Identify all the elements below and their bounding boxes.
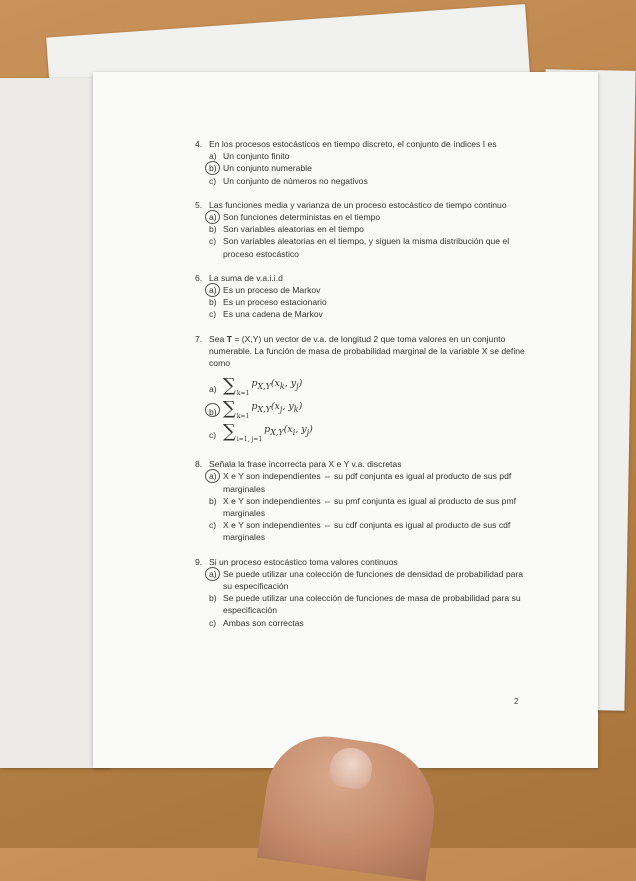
formula bbox=[223, 397, 303, 423]
option-letter: b) bbox=[209, 224, 217, 235]
option-letter: a) bbox=[209, 568, 223, 592]
formula-sub: k bbox=[279, 381, 285, 391]
option-letter: b) bbox=[209, 495, 217, 506]
formula-arg: , y bbox=[295, 423, 307, 435]
question-text-prefix: Sea bbox=[209, 333, 227, 344]
option-letter: a) bbox=[209, 383, 217, 394]
option-a-circled bbox=[209, 470, 525, 494]
question-text: Si un proceso estocástico toma valores continuos bbox=[209, 556, 398, 567]
question-4 bbox=[195, 138, 525, 187]
sum-index: k=1 bbox=[236, 412, 250, 420]
option-text: Un conjunto finito bbox=[223, 151, 290, 162]
option-text: Son funciones deterministas en el tiempo bbox=[223, 212, 381, 223]
question-7 bbox=[195, 333, 525, 447]
option-letter: c) bbox=[209, 429, 217, 440]
question-text-suffix: = (X,Y) un vector de v.a. de longitud 2 que toma valores en un conjunto numerable. La función de masa de probabilidad marginal de la variable X se define como bbox=[209, 333, 525, 369]
formula-p: p bbox=[264, 423, 271, 435]
sum-index: i=1, j=1 bbox=[236, 435, 263, 443]
option-letter: c) bbox=[209, 617, 217, 628]
option-letter: a) bbox=[209, 211, 223, 223]
option-text: Son variables aleatorias en el tiempo bbox=[223, 224, 364, 235]
option-text: Se puede utilizar una colección de funciones de masa de probabilidad para su especificación bbox=[223, 593, 521, 616]
option-letter: b) bbox=[209, 593, 217, 604]
option-b-circled bbox=[209, 397, 525, 423]
option-text: Un conjunto numerable bbox=[223, 163, 312, 174]
question-text bbox=[209, 333, 525, 370]
option-text: Es una cadena de Markov bbox=[223, 309, 323, 320]
formula bbox=[223, 374, 303, 400]
sum-index: k=1 bbox=[236, 389, 250, 397]
option-letter: b) bbox=[209, 406, 223, 418]
question-text: Las funciones media y varianza de un proceso estocástico de tiempo continuo bbox=[209, 199, 507, 210]
question-text: La suma de v.a.i.i.d bbox=[209, 272, 283, 283]
option-c bbox=[209, 617, 525, 629]
formula-sub: j bbox=[279, 404, 283, 414]
formula bbox=[223, 420, 313, 446]
formula-sub: k bbox=[293, 404, 299, 414]
option-text: Se puede utilizar una colección de funciones de densidad de probabilidad para su especificación bbox=[223, 568, 524, 592]
option-letter: a) bbox=[209, 151, 217, 162]
question-number: 9. bbox=[195, 556, 203, 567]
option-letter: a) bbox=[209, 284, 223, 296]
formula-arg: , y bbox=[284, 377, 297, 389]
option-b bbox=[209, 592, 525, 616]
option-letter: c) bbox=[209, 309, 217, 320]
option-letter: c) bbox=[209, 236, 217, 247]
option-b bbox=[209, 223, 525, 235]
formula-sub: X,Y bbox=[257, 381, 271, 391]
option-letter: c) bbox=[209, 520, 217, 531]
option-letter: b) bbox=[209, 297, 217, 308]
option-text: X e Y son independientes ⇔ su pdf conjunta es igual al producto de sus pdf marginales bbox=[223, 471, 512, 494]
option-c bbox=[209, 519, 525, 543]
question-number: 6. bbox=[195, 272, 203, 283]
formula-sub: i bbox=[292, 427, 296, 437]
option-a-circled bbox=[209, 568, 525, 592]
option-b-circled bbox=[209, 162, 525, 174]
question-number: 7. bbox=[195, 333, 203, 344]
question-8 bbox=[195, 458, 525, 543]
option-c bbox=[209, 175, 525, 187]
formula-arg: ) bbox=[309, 423, 313, 435]
formula-sub: X,Y bbox=[270, 427, 284, 437]
option-text: Ambas son correctas bbox=[223, 617, 304, 628]
option-a-circled bbox=[209, 211, 525, 223]
option-a bbox=[209, 150, 525, 162]
question-6 bbox=[195, 272, 525, 321]
question-list bbox=[195, 138, 525, 641]
sum-symbol: ∑ bbox=[223, 397, 236, 419]
question-number: 4. bbox=[195, 139, 203, 149]
option-text: Es un proceso estacionario bbox=[223, 297, 327, 308]
question-number: 8. bbox=[195, 459, 203, 470]
question-9 bbox=[195, 556, 525, 629]
option-text: Un conjunto de números no negativos bbox=[223, 175, 368, 186]
option-text: Son variables aleatorias en el tiempo, y siguen la misma distribución que el proceso estocástico bbox=[223, 236, 510, 259]
option-text: Es un proceso de Markov bbox=[223, 285, 321, 296]
option-b bbox=[209, 495, 525, 519]
option-c bbox=[209, 308, 525, 320]
formula-arg: ) bbox=[298, 400, 303, 412]
option-a-circled bbox=[209, 284, 525, 296]
question-text: Señala la frase incorrecta para X e Y v.a. discretas bbox=[209, 459, 402, 470]
formula-arg: (x bbox=[283, 423, 293, 435]
formula-sub: X,Y bbox=[257, 404, 271, 414]
option-b bbox=[209, 296, 525, 308]
formula-sub: j bbox=[296, 381, 299, 391]
option-a bbox=[209, 374, 525, 400]
formula-p: p bbox=[251, 377, 258, 389]
option-c bbox=[209, 420, 525, 446]
formula-arg: (x bbox=[270, 400, 280, 412]
formula-arg: (x bbox=[270, 377, 280, 389]
question-number: 5. bbox=[195, 199, 203, 210]
option-letter: a) bbox=[209, 470, 223, 494]
option-text: X e Y son independientes ⇔ su pmf conjunta es igual al producto de sus pmf marginales bbox=[223, 495, 517, 519]
question-text: En los procesos estocásticos en tiempo discreto, el conjunto de índices I es bbox=[209, 139, 497, 149]
question-5 bbox=[195, 199, 525, 260]
page-number: 2 bbox=[514, 697, 519, 706]
vector-symbol: T bbox=[226, 333, 232, 344]
option-c bbox=[209, 235, 525, 259]
formula-p: p bbox=[251, 400, 258, 412]
option-letter: b) bbox=[209, 162, 223, 174]
exam-page bbox=[93, 72, 598, 768]
formula-arg: ) bbox=[298, 377, 303, 389]
sum-symbol: ∑ bbox=[223, 420, 236, 442]
sum-symbol: ∑ bbox=[223, 374, 236, 396]
formula-sub: j bbox=[306, 427, 310, 437]
formula-arg: , y bbox=[282, 400, 294, 412]
option-text: X e Y son independientes ⇔ su cdf conjunta es igual al producto de sus cdf marginales bbox=[223, 520, 511, 543]
option-letter: c) bbox=[209, 175, 217, 186]
